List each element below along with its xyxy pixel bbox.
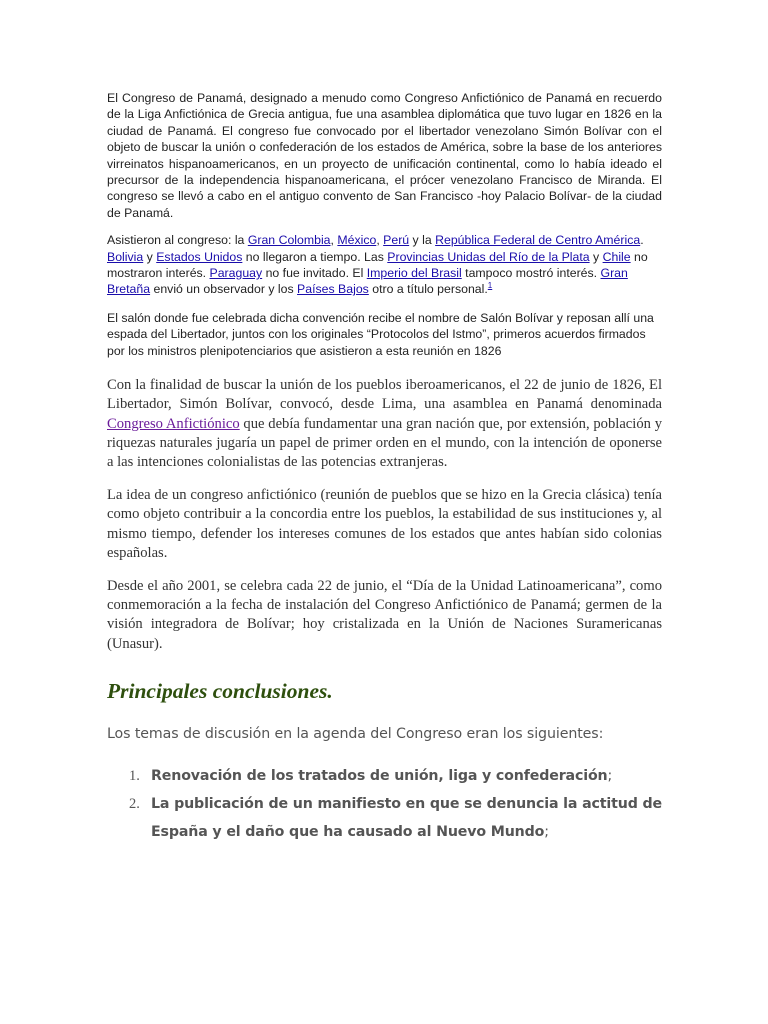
link-bolivia[interactable]: Bolivia <box>107 249 144 264</box>
link-imperio-del-brasil[interactable]: Imperio del Brasil <box>366 266 462 281</box>
link-gran-colombia[interactable]: Gran Colombia <box>247 233 331 248</box>
link-chile[interactable]: Chile <box>602 249 631 264</box>
list-text-body: La publicación de un manifiesto en que se denuncia la actitud de España y el daño que ha causado al Nuevo Mundo <box>151 795 662 840</box>
paragraph-dia-unidad: Desde el año 2001, se celebra cada 22 de junio, el “Día de la Unidad Latinoamericana”, como conmemoración a la fecha de instalación del Congreso Anfictiónico de Panamá; germen de la visión integradora de Bolívar; hoy cristalizada en la Unión de Naciones Suramericanas (Unasur). <box>107 577 662 652</box>
text-segment: tampoco mostró interés. <box>461 266 601 281</box>
text-segment: y <box>143 249 157 264</box>
list-text <box>151 762 612 790</box>
list-number: 1. <box>129 767 140 784</box>
footnote-ref[interactable]: 1 <box>487 281 493 291</box>
agenda-intro: Los temas de discusión en la agenda del Congreso eran los siguientes: <box>107 725 604 742</box>
link-gran-bretana[interactable]: Gran Bretaña <box>107 266 628 297</box>
paragraph-asistentes <box>107 232 662 298</box>
link-peru[interactable]: Perú <box>383 233 410 248</box>
link-estados-unidos[interactable]: Estados Unidos <box>156 249 243 264</box>
list-text <box>151 790 662 846</box>
text-segment: no fue invitado. El <box>262 266 367 281</box>
conclusions-list <box>107 762 662 846</box>
list-text-body: Renovación de los tratados de unión, liga y confederación <box>151 767 608 784</box>
paragraph-idea-congreso: La idea de un congreso anfictiónico (reunión de pueblos que se hizo en la Grecia clásica) tenía como objeto contribuir a la concordia entre los pueblos, la estabilidad de sus instituciones y, al mismo tiempo, defender los intereses comunes de los estados que antes habían sido colonias españolas. <box>107 487 662 561</box>
list-text-end: ; <box>607 767 613 784</box>
paragraph-finalidad <box>107 376 662 472</box>
text-segment: envió un observador y los <box>150 282 298 297</box>
text-segment: , <box>376 233 384 248</box>
text-segment: Con la finalidad de buscar la unión de los pueblos iberoamericanos, el 22 de junio de 1826, El Libertador, Simón Bolívar, convocó, desde Lima, una asamblea en Panamá denominada <box>107 377 662 413</box>
text-segment: no mostraron interés. <box>107 249 648 281</box>
paragraph-congreso-intro: El Congreso de Panamá, designado a menudo como Congreso Anfictiónico de Panamá en recuerdo de la Liga Anfictiónica de Grecia antigua, fue una asamblea diplomática que tuvo lugar en 1826 en la ciudad de Panamá. El congreso fue convocado por el libertador venezolano Simón Bolívar con el objeto de buscar la unión o confederación de los estados de América, sobre la base de los anteriores virreinatos hispanoamericanos, en un proyecto de unificación continental, como lo había ideado el precursor de la independencia hispanoamericana, el prócer venezolano Francisco de Miranda. El congreso se llevó a cabo en el antiguo convento de San Francisco -hoy Palacio Bolívar- de la ciudad de Panamá. <box>107 91 662 220</box>
link-paises-bajos[interactable]: Países Bajos <box>297 282 369 297</box>
section-heading: Principales conclusiones. <box>107 678 333 703</box>
text-segment: y la <box>409 233 436 248</box>
text-segment: . <box>640 233 644 248</box>
list-text-end: ; <box>544 823 549 840</box>
link-provincias-unidas[interactable]: Provincias Unidas del Río de la Plata <box>387 249 590 264</box>
list-item <box>107 762 662 790</box>
text-segment: no llegaron a tiempo. Las <box>242 249 388 264</box>
text-segment: que debía fundamentar una gran nación que, por extensión, población y riquezas naturales jugaría un papel de primer orden en el mundo, con la intención de oponerse a las intenciones colonialistas de las potencias extranjeras. <box>107 415 662 470</box>
link-paraguay[interactable]: Paraguay <box>209 266 263 281</box>
text-segment: , <box>330 233 338 248</box>
paragraph-salon-bolivar: El salón donde fue celebrada dicha convención recibe el nombre de Salón Bolívar y reposan allí una espada del Libertador, juntos con los originales “Protocolos del Istmo”, primeros acuerdos firmados por los ministros plenipotenciarios que asistieron a esta reunión en 1826 <box>107 310 654 358</box>
text-segment: y <box>589 249 603 264</box>
list-item <box>107 790 662 846</box>
link-congreso-anfictionico[interactable]: Congreso Anfictiónico <box>107 415 240 432</box>
link-mexico[interactable]: México <box>337 233 377 248</box>
text-segment: otro a título personal. <box>368 282 488 297</box>
document-page <box>107 90 662 846</box>
link-republica-federal-centro-america[interactable]: República Federal de Centro América <box>435 233 641 248</box>
list-number: 2. <box>129 795 140 812</box>
text-segment: Asistieron al congreso: la <box>107 233 248 248</box>
